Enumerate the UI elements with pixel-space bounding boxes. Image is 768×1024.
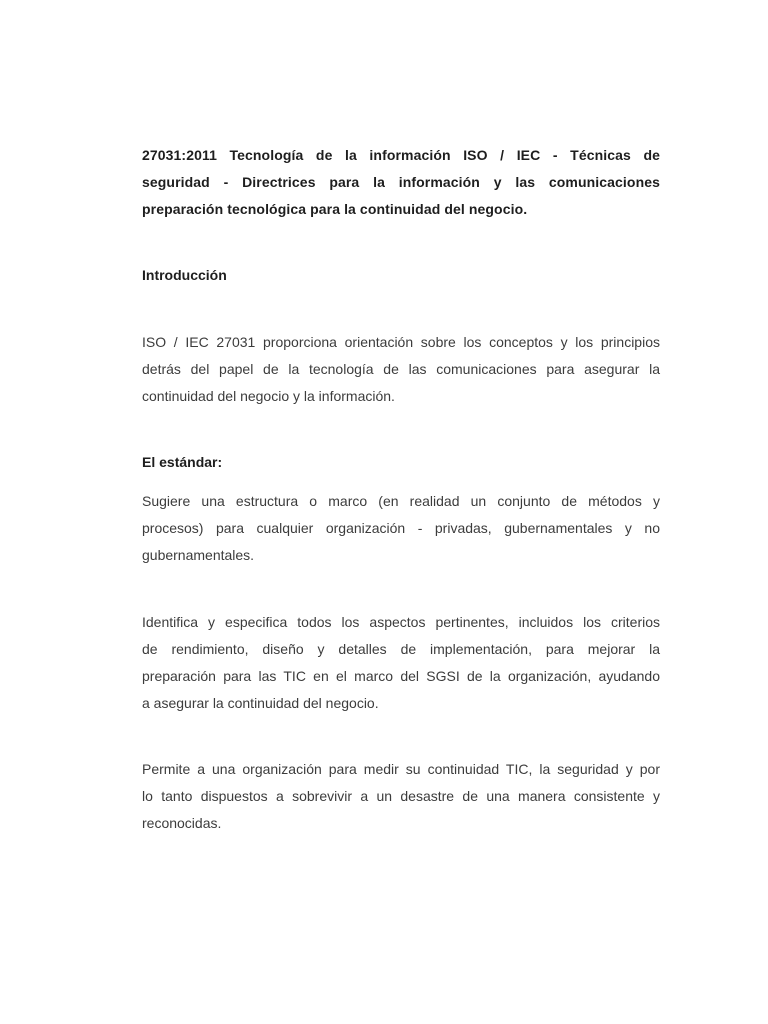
paragraph-line: procesos) para cualquier organización - privadas, gubernamentales y no: [142, 520, 660, 536]
paragraph-estructura: [142, 488, 660, 569]
paragraph-line: gubernamentales.: [142, 547, 255, 563]
paragraph-line: Identifica y especifica todos los aspectos pertinentes, incluidos los criterios: [142, 614, 660, 630]
paragraph-line: preparación para las TIC en el marco del SGSI de la organización, ayudando: [142, 668, 660, 684]
paragraph-line: detrás del papel de la tecnología de las comunicaciones para asegurar la: [142, 361, 660, 377]
paragraph-line: continuidad del negocio y la información.: [142, 388, 395, 404]
paragraph-line: Sugiere una estructura o marco (en realidad un conjunto de métodos y: [142, 493, 660, 509]
paragraph-line: ISO / IEC 27031 proporciona orientación sobre los conceptos y los principios: [142, 334, 660, 350]
section-heading-estandar: El estándar:: [142, 454, 223, 470]
paragraph-line: lo tanto dispuestos a sobrevivir a un desastre de una manera consistente y: [142, 788, 660, 804]
title-line: 27031:2011 Tecnología de la información ISO / IEC - Técnicas de: [142, 147, 660, 163]
document-title: [142, 142, 660, 223]
paragraph-line: Permite a una organización para medir su continuidad TIC, la seguridad y por: [142, 761, 660, 777]
section-heading-introduccion: Introducción: [142, 267, 227, 283]
paragraph-line: a asegurar la continuidad del negocio.: [142, 695, 379, 711]
paragraph-line: de rendimiento, diseño y detalles de implementación, para mejorar la: [142, 641, 660, 657]
paragraph-permite: [142, 756, 660, 837]
title-line: seguridad - Directrices para la información y las comunicaciones: [142, 174, 660, 190]
paragraph-introduccion: [142, 329, 660, 410]
paragraph-line: reconocidas.: [142, 815, 222, 831]
title-line: preparación tecnológica para la continuidad del negocio.: [142, 201, 528, 217]
paragraph-identifica: [142, 609, 660, 717]
